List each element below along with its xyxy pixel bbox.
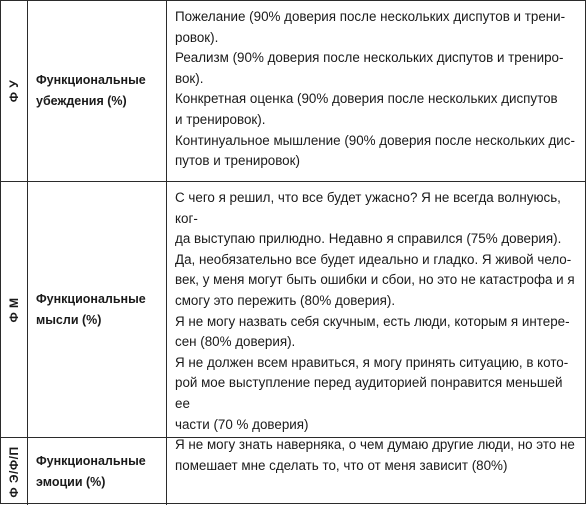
row-label-cell [28, 1, 167, 181]
content-line: Пожелание (90% доверия после нескольких диспутов и трени- ровок). [175, 9, 566, 45]
content-line: Реализм (90% доверия после нескольких диспутов и трениро- вок). [175, 50, 564, 86]
row-code-cell [1, 1, 28, 181]
row-content-cell [167, 438, 585, 505]
row-label: Функциональные эмоции (%) [36, 453, 146, 489]
row-content-cell [167, 182, 585, 473]
content-line: Конкретная оценка (90% доверия после нескольких диспутов и тренировок). [175, 91, 558, 127]
row-code-cell [1, 438, 28, 505]
row-label: Функциональные мысли (%) [36, 291, 146, 327]
table-row-functional-beliefs [1, 1, 585, 182]
row-content-cell [167, 1, 585, 181]
content-line: Я не могу назвать себя скучным, есть люди, которым я интере- сен (80% доверия). [175, 313, 570, 350]
row-code: Ф У [7, 79, 21, 103]
row-code: Ф М [7, 296, 21, 323]
row-label-cell [28, 182, 167, 437]
row-code-cell [1, 182, 28, 437]
table-row-functional-emotions [1, 438, 585, 505]
content-line: Я не должен всем нравиться, я могу принять ситуацию, в кото- рой мое выступление перед аудиторией понравится меньшей ее части (70 % доверия) [175, 354, 569, 432]
row-label-cell [28, 438, 167, 505]
content-line: Я не могу знать наверняка, о чем думаю другие люди, но это не помешает мне сделать то, что от меня зависит (80%) [175, 437, 575, 473]
content-line: Да, необязательно все будет идеально и гладко. Я живой чело- век, у меня могут быть ошибки и сбои, но это не катастрофа и я смогу это пережить (80% доверия). [175, 251, 575, 308]
content-line: С чего я решил, что все будет ужасно? Я не всегда волнуюсь, ког- да выступаю прилюдно. Недавно я справился (75% доверия). [175, 190, 562, 247]
row-code: Ф Э/Ф/П [7, 445, 21, 498]
row-label: Функциональные убеждения (%) [36, 73, 146, 108]
content-line: Континуальное мышление (90% доверия после нескольких дис- путов и тренировок) [175, 132, 575, 169]
